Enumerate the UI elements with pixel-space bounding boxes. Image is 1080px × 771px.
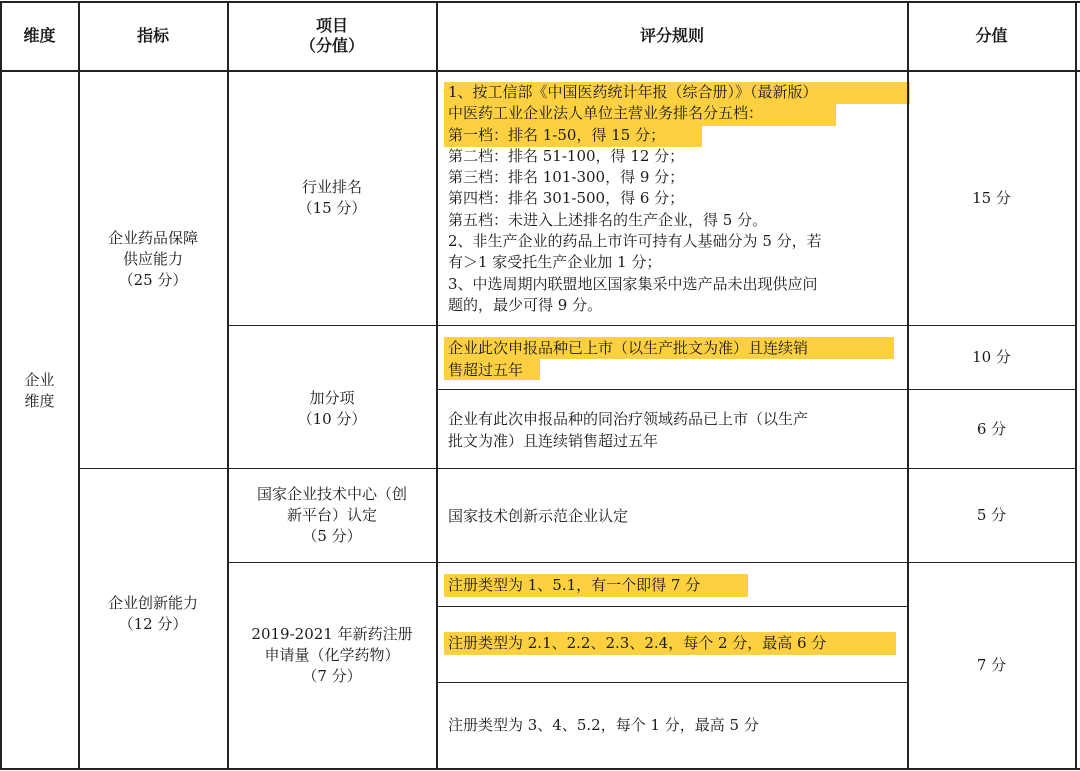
row-border-new-drug-1: [436, 606, 907, 607]
header-rule: 评分规则: [639, 26, 704, 45]
rule-new-drug-3: 注册类型为 3、4、5.2，每个 1 分，最高 5 分: [448, 716, 759, 734]
rule-new-drug-2: 注册类型为 2.1、2.2、2.3、2.4，每个 2 分，最高 6 分: [448, 634, 827, 652]
score-bonus-same-field: 6 分: [976, 419, 1007, 438]
item-new-drug: 2019-2021 年新药注册 申请量（化学药物） （7 分）: [251, 625, 413, 685]
col-border-right: [1075, 1, 1077, 769]
item-industry-ranking: 行业排名 （15 分）: [297, 178, 367, 217]
rule-tech-center: 国家技术创新示范企业认定: [448, 507, 629, 525]
header-score: 分值: [975, 26, 1008, 45]
col-border-3: [436, 1, 438, 769]
item-tech-center: 国家企业技术中心（创 新平台）认定 （5 分）: [256, 485, 407, 545]
header-dimension: 维度: [23, 26, 56, 45]
score-bonus-listed: 10 分: [972, 348, 1011, 366]
score-ranking: 15 分: [972, 188, 1011, 207]
row-border-new-drug-2: [436, 682, 907, 683]
item-bonus: 加分项 （10 分）: [297, 389, 367, 428]
score-new-drug: 7 分: [976, 656, 1007, 674]
rule-bonus-listed: 企业此次申报品种已上市（以生产批文为准）且连续销 售超过五年: [448, 339, 809, 379]
indicator-supply-capacity: 企业药品保障 供应能力 （25 分）: [107, 229, 198, 289]
rule-bonus-same-field: 企业有此次申报品种的同治疗领域药品已上市（以生产 批文为准）且连续销售超过五年: [448, 410, 809, 450]
score-tech-center: 5 分: [976, 506, 1007, 524]
dimension-cell: 企业 维度: [24, 370, 55, 410]
rule-ranking: 1、按工信部《中国医药统计年报（综合册）》（最新版） 中医药工业企业法人单位主营业务排名分五档： 第一档：排名 1-50，得 15 分； 第二档：排名 51-100，得 12 分； 第三档：排名 101-300，得 9 分； 第四档：排名 301-500，得 6 分； 第五档：未进入上述排名的生产企业，得 5 分。 2、非生产企业的药品上市许可持有人基础分为 5 分，若 有＞1 家受托生产企业加 1 分； 3、中选周期内联盟地区国家集采中选产品未出现供应问 题的，最少可得 9 分。: [448, 83, 822, 314]
rule-new-drug-1: 注册类型为 1、5.1，有一个即得 7 分: [448, 576, 701, 594]
header-indicator: 指标: [136, 26, 169, 45]
header-item: 项目 （分值）: [299, 16, 364, 55]
indicator-innovation: 企业创新能力 （12 分）: [107, 593, 198, 633]
table-border-bottom: [0, 768, 1080, 770]
